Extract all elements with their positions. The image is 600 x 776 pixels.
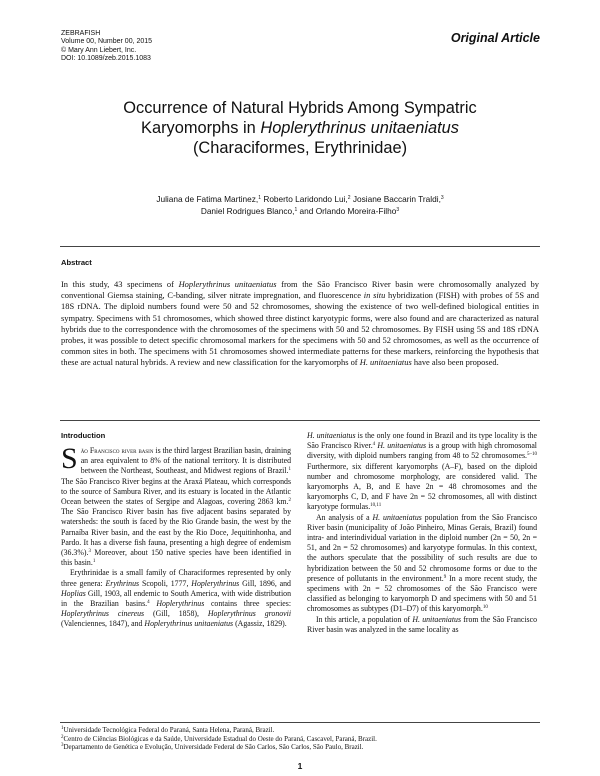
paragraph: H. unitaeniatus is the only one found in Brazil and its type locality is the São Francisco River.$^4$ H. unitaeniatus is a group with high chromosomal diversity, with diploid numbers ranging from 48 to 52 chromosomes.$^{5-10}$ Furthermore, six different karyomorphs (A–F), based on the diploid number and chromosome morphology, are considered valid. The karyomorphs A, B, and E have 2n = 48 chromosomes and the karyomorphs C, D, and F have 2n = 52 chromosomes, all with distinct karyotype formulas.$^{10,11}$	[307, 431, 537, 512]
abstract-heading: Abstract	[61, 258, 92, 267]
volume-info: Volume 00, Number 00, 2015	[61, 38, 153, 46]
affil-mark: 2	[347, 195, 351, 201]
author-list	[60, 193, 540, 217]
title-line-3: (Characiformes, Erythrinidae)	[192, 139, 408, 157]
text-column-right	[307, 431, 537, 635]
page-number: 1	[297, 761, 303, 771]
affil-mark: 1	[294, 207, 298, 213]
copyright: © Mary Ann Liebert, Inc.	[61, 46, 137, 54]
affil-mark: 1	[258, 195, 262, 201]
author-name: and Orlando Moreira-Filho	[297, 206, 397, 216]
doi: DOI: 10.1089/zeb.2015.1083	[61, 55, 151, 63]
text-column-left	[61, 442, 291, 630]
affil-mark: 3	[396, 207, 400, 213]
divider	[60, 420, 540, 421]
article-title	[60, 98, 540, 158]
title-text: Karyomorphs in	[141, 119, 261, 137]
footnote: $^2$Centro de Ciências Biológicas e da Saúde, Universidade Estadual do Oeste do Paraná, Cascavel, Paraná, Brazil.	[61, 734, 377, 743]
title-line-2	[60, 118, 540, 138]
paragraph: In this article, a population of H. unitaeniatus from the São Francisco River basin was analyzed in the same locality as	[307, 614, 537, 634]
journal-header	[61, 30, 152, 64]
footnote: $^3$Departamento de Genética e Evolução, Universidade Federal de São Carlos, São Carlos, São Paulo, Brazil.	[61, 743, 364, 752]
footnote-divider	[60, 722, 540, 723]
footnote: $^1$Universidade Tecnológica Federal do Paraná, Santa Helena, Paraná, Brazil.	[61, 726, 275, 734]
drop-cap: S	[61, 442, 78, 475]
article-type: Original Article	[450, 31, 540, 45]
abstract-text: In this study, 43 specimens of Hoplerythrinus unitaeniatus from the São Francisco River basin were chromosomally analyzed by conventional Giemsa staining, C-banding, silver nitrate impregnation, and fluorescence in situ hybridization (FISH) with probes of 5S and 18S rDNA. The diploid numbers found were 50 and 52 chromosomes, showing the existence of two well-defined biological entities in sympatry. Specimens with 51 chromosomes, which showed three distinct karyotypic forms, were also found and are characterized as natural hybrids due to the correspondence with the chromosomes of the specimens with 50 and 52 chromosomes. By FISH using 5S and 18S rDNA probes, it was possible to detect specific chromosomal markers for the specimens with 50 and 52 chromosomes, as well as the occurrence of common sites in both. The specimens with 51 chromosomes showed intermediate patterns for these markers, reinforcing the hypothesis that these are actual natural hybrids. A review and new classification for the karyomorphs of H. unitaeniatus have also been proposed.	[61, 279, 539, 368]
paragraph: São Francisco river basin is the third largest Brazilian basin, draining an area equivalent to 8% of the national territory. It is distributed between the Northeast, Southeast, and Midwest regions of Brazil.$^1$ The São Francisco River begins at the Araxá Plateau, which corresponds to the source of Sambura River, and its estuary is located in the Atlantic Ocean between the states of Sergipe and Alagoas, covering 2863 km.$^2$ The São Francisco River basin has five adjacent basins separated by watersheds: the south is faced by the Rio Grande basin, the west by the Parnaíba River basin, and the east by the Rio Doce, Jequitinhonha, and Pardo. It has a diverse fish fauna, presenting a high degree of endemism (36.3%).$^3$ Moreover, about 150 native species have been identified in this basin.$^1$	[61, 442, 291, 568]
footnotes	[61, 726, 541, 752]
introduction-heading: Introduction	[61, 431, 106, 440]
author-name: Daniel Rodrigues Blanco,	[200, 206, 295, 216]
author-name: Juliana de Fatima Martinez,	[156, 194, 259, 204]
affil-mark: 3	[440, 195, 444, 201]
title-line-1: Occurrence of Natural Hybrids Among Sympatric	[123, 99, 477, 117]
journal-name: ZEBRAFISH	[61, 30, 101, 37]
author-line-2	[60, 205, 540, 217]
author-name: Josiane Baccarin Traldi,	[350, 194, 441, 204]
author-line-1	[60, 193, 540, 205]
paragraph: An analysis of a H. unitaeniatus population from the São Francisco River basin (municipality of João Pinheiro, Minas Gerais, Brazil) found intra- and interindividual variation in the diploid number (2n = 50, 2n = 51, and 2n = 52 chromosomes) and karyotype formulas. In this context, the authors speculate that the possibility of such results are due to hybridization between the 50 and 52 chromosome forms or due to the presence of pollutants in the environment.$^9$ In a more recent study, the specimens with 2n = 52 chromosomes of the São Francisco were classified as belonging to karyomorph D and specimens with 50 and 51 chromosomes as subtypes (D1–D7) of this karyomorph.$^{10}$	[307, 512, 537, 614]
divider	[60, 246, 540, 247]
author-name: Roberto Laridondo Lui,	[261, 194, 348, 204]
title-species: Hoplerythrinus unitaeniatus	[260, 119, 459, 137]
paragraph: Erythrinidae is a small family of Characiformes represented by only three genera: Erythrinus Scopoli, 1777, Hoplerythrinus Gill, 1896, and Hoplias Gill, 1903, all endemic to South America, with wide distribution in the Brazilian basins.$^4$ Hoplerythrinus contains three species: Hoplerythrinus cinereus (Gill, 1858), Hoplerythrinus gronovii (Valenciennes, 1847), and Hoplerythrinus unitaeniatus (Agassiz, 1829).	[61, 568, 291, 629]
